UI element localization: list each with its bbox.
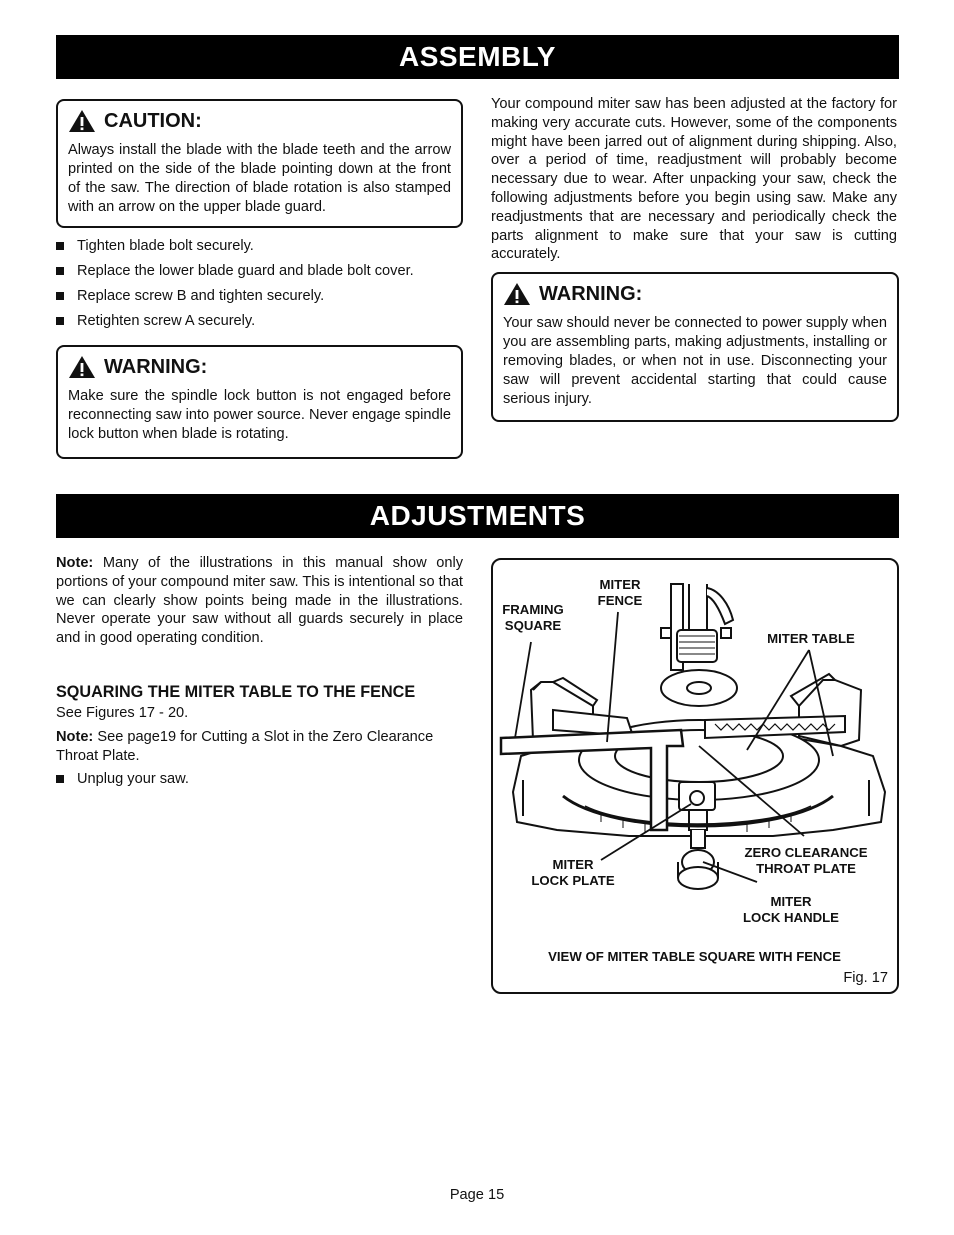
warning-triangle-icon <box>68 355 96 379</box>
warning-left-title: WARNING: <box>104 355 208 378</box>
caution-title: CAUTION: <box>104 109 202 132</box>
caution-body: Always install the blade with the blade teeth and the arrow printed on the side of the blade pointing down at the front of the saw. The direction of blade rotation is also stamped with an arrow on the upper blade guard. <box>68 142 451 215</box>
assembly-banner <box>56 35 899 79</box>
label-miter-lock-handle: MITER LOCK HANDLE <box>743 894 839 925</box>
assembly-bullet-list <box>56 233 466 333</box>
warning-right-body: Your saw should never be connected to power supply when you are assembling parts, making adjustments, installing or removing blades, or when not in use. Disconnecting your saw will prevent accidental starting that could cause serious injury. <box>503 315 888 407</box>
list-item: Tighten blade bolt securely. <box>56 233 466 258</box>
label-zero-clearance-throat-plate: ZERO CLEARANCE THROAT PLATE <box>744 845 868 876</box>
label-miter-lock-plate: MITER LOCK PLATE <box>531 857 615 888</box>
label-miter-fence: MITER FENCE <box>597 577 643 608</box>
section-heading: SQUARING THE MITER TABLE TO THE FENCE <box>56 683 416 701</box>
list-item: Replace the lower blade guard and blade bolt cover. <box>56 258 466 283</box>
note-label: Note: <box>56 555 94 571</box>
adjustments-banner <box>56 494 899 538</box>
bullet-square-icon <box>56 267 64 275</box>
bullet-square-icon <box>56 242 64 250</box>
page-number: Page 15 <box>449 1187 505 1203</box>
note-paragraph <box>56 554 463 648</box>
note2-paragraph <box>56 728 463 766</box>
bullet-square-icon <box>56 292 64 300</box>
list-item: Replace screw B and tighten securely. <box>56 283 466 308</box>
warning-box-right <box>491 272 899 422</box>
list-item: Retighten screw A securely. <box>56 308 466 333</box>
warning-left-body: Make sure the spindle lock button is not engaged before reconnecting saw into power source. Never engage spindle lock button when blade is rotating. <box>68 388 451 442</box>
bullet-square-icon <box>56 317 64 325</box>
note2-label: Note: <box>56 729 94 745</box>
warning-right-title: WARNING: <box>539 282 643 305</box>
list-item: Unplug your saw. <box>56 766 463 791</box>
warning-box-left <box>56 345 463 459</box>
caution-box <box>56 99 463 228</box>
note-text: Many of the illustrations in this manual show only portions of your compound miter saw. This is intentional so that we can clearly show points being made in the illustrations. Never operate your saw without all guards securely in place and in good operating condition. <box>56 555 463 647</box>
adjustments-bullet-list <box>56 766 463 791</box>
assembly-intro-paragraph: Your compound miter saw has been adjusted at the factory for making very accurate cuts. However, some of the components might have been jarred out of alignment during shipping. Also, over a period of time, readjustment will probably become necessary due to wear. After unpacking your saw, check the following adjustments before you begin using saw. Make any readjustments that are necessary and periodically check the parts alignment to make sure that your saw is cutting accurately. <box>491 96 897 263</box>
see-figures-text: See Figures 17 - 20. <box>56 705 189 721</box>
bullet-square-icon <box>56 775 64 783</box>
note2-text: See page19 for Cutting a Slot in the Zero Clearance Throat Plate. <box>56 729 434 764</box>
warning-triangle-icon <box>68 109 96 133</box>
figure-caption: VIEW OF MITER TABLE SQUARE WITH FENCE <box>548 949 841 964</box>
warning-triangle-icon <box>503 282 531 306</box>
label-miter-table: MITER TABLE <box>767 631 855 646</box>
figure-number: Fig. 17 <box>843 970 888 986</box>
adjustments-title: ADJUSTMENTS <box>369 500 586 531</box>
assembly-title: ASSEMBLY <box>398 41 556 72</box>
label-framing-square: FRAMING SQUARE <box>502 602 564 633</box>
figure-17-box <box>491 558 899 994</box>
